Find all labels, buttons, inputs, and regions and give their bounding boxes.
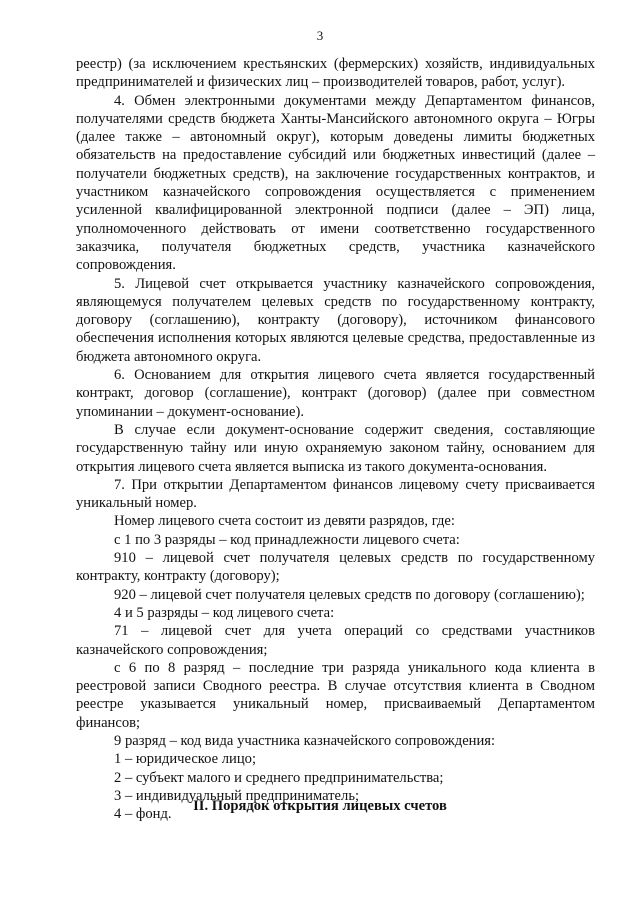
paragraph-number-structure: Номер лицевого счета состоит из девяти разрядов, где:	[114, 513, 455, 530]
paragraph-item-7: 7. При открытии Департаментом финансов лицевому счету присваивается уникальный номер.	[76, 476, 595, 512]
paragraph-continuation: реестр) (за исключением крестьянских (фермерских) хозяйств, индивидуальных предпринимателей и физических лиц – производителей товаров, работ, услуг).	[76, 56, 595, 91]
paragraph-digit-9: 9 разряд – код вида участника казначейского сопровождения:	[114, 732, 496, 749]
paragraph-digits-4-5: 4 и 5 разряды – код лицевого счета:	[114, 604, 335, 621]
page-number: 3	[316, 28, 324, 43]
paragraph-code-920: 920 – лицевой счет получателя целевых средств по договору (соглашению);	[114, 586, 585, 603]
paragraph-item-5: 5. Лицевой счет открывается участнику казначейского сопровождения, являющемуся получателем целевых средств по государственному контракту, договору (соглашению), контракту (договору), источником финансового обеспечения исполнения которых являются целевые средства, предоставленные из бюджета автономного округа.	[76, 275, 595, 365]
paragraph-code-910: 910 – лицевой счет получателя целевых средств по государственному контракту, контракту (договору);	[76, 550, 595, 585]
paragraph-item-6: 6. Основанием для открытия лицевого счета является государственный контракт, договор (соглашение), контракт (договор) (далее при совместном упоминании – документ-основание).	[76, 367, 595, 420]
paragraph-code-71: 71 – лицевой счет для учета операций со средствами участников казначейского сопровождения;	[76, 623, 595, 658]
paragraph-secret-case: В случае если документ-основание содержит сведения, составляющие государственную тайну или иную охраняемую законом тайну, основанием для открытия лицевого счета является выписка из такого документа-основания.	[76, 421, 595, 475]
paragraph-digits-1-3: с 1 по 3 разряды – код принадлежности лицевого счета:	[114, 531, 460, 548]
list-item-entrepreneur: 3 – индивидуальный предприниматель;	[114, 787, 360, 804]
list-item-small-business: 2 – субъект малого и среднего предпринимательства;	[114, 769, 444, 786]
section-heading: II. Порядок открытия лицевых счетов	[193, 798, 447, 814]
paragraph-digits-6-8: с 6 по 8 разряд – последние три разряда уникального кода клиента в реестровой записи Сводного реестра. В случае отсутствия клиента в Сводном реестре указывается уникальный номер, присваиваемый Департаментом финансов;	[76, 659, 595, 731]
list-item-fund: 4 – фонд.	[114, 806, 172, 823]
document-body	[76, 55, 595, 823]
list-item-legal-entity: 1 – юридическое лицо;	[114, 751, 256, 768]
paragraph-item-4: 4. Обмен электронными документами между Департаментом финансов, получателями средств бюджета Ханты-Мансийского автономного округа – Югры (далее также – автономный округ), которым доведены лимиты бюджетных обязательств на предоставление субсидий или бюджетных инвестиций (далее – получатели бюджетных средств), на заключение государственных контрактов, и участником казначейского сопровождения осуществляется с применением усиленной квалифицированной электронной подписи (далее – ЭП) лица, уполномоченного действовать от имени соответственно государственного заказчика, получателя бюджетных средств, участника казначейского сопровождения.	[76, 92, 595, 274]
